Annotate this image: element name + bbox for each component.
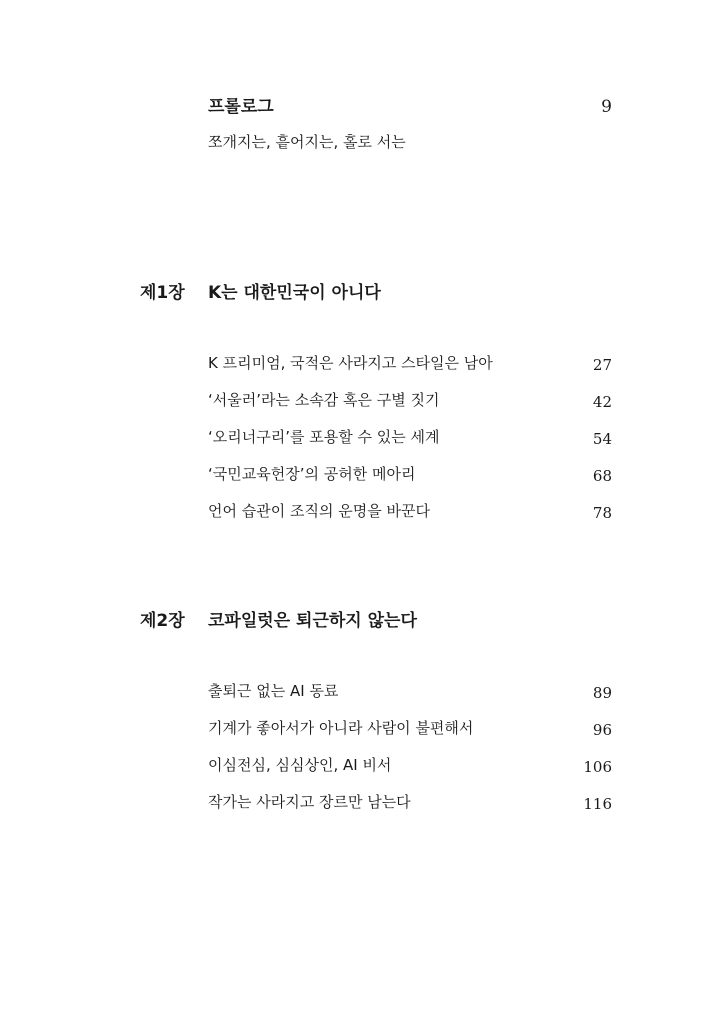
- chapter-2-heading: [0, 606, 716, 636]
- entry-page-number: 27: [592, 356, 612, 374]
- entry-title: ‘오리너구리’를 포용할 수 있는 세계: [208, 428, 440, 446]
- entry-title: 언어 습관이 조직의 운명을 바꾼다: [208, 502, 430, 520]
- chapter-label: 제2장: [140, 611, 185, 631]
- toc-entry: [0, 456, 716, 493]
- entry-page-number: 42: [592, 393, 612, 411]
- entry-title: ‘국민교육헌장’의 공허한 메아리: [208, 465, 416, 483]
- entry-page-number: 78: [592, 504, 612, 522]
- toc-entry: [0, 419, 716, 456]
- entry-title: 이심전심, 심심상인, AI 비서: [208, 756, 392, 774]
- prologue-page-number: 9: [601, 97, 612, 117]
- entry-title: 기계가 좋아서가 아니라 사람이 불편해서: [208, 719, 474, 737]
- toc-entry: [0, 345, 716, 382]
- toc-entry: [0, 747, 716, 784]
- entry-page-number: 116: [583, 795, 612, 813]
- entry-title: 출퇴근 없는 AI 동료: [208, 682, 339, 700]
- entry-title: 작가는 사라지고 장르만 남는다: [208, 793, 411, 811]
- chapter-2-entries: [0, 673, 716, 821]
- toc-entry: [0, 382, 716, 419]
- entry-title: K 프리미엄, 국적은 사라지고 스타일은 남아: [208, 354, 493, 372]
- prologue-title: 프롤로그: [208, 97, 274, 117]
- chapter-title: 코파일럿은 퇴근하지 않는다: [208, 611, 417, 631]
- toc-entry: [0, 784, 716, 821]
- chapter-1-heading: [0, 278, 716, 308]
- entry-page-number: 106: [583, 758, 612, 776]
- chapter-1-entries: [0, 345, 716, 530]
- entry-page-number: 68: [592, 467, 612, 485]
- entry-page-number: 89: [592, 684, 612, 702]
- toc-entry: [0, 710, 716, 747]
- entry-page-number: 54: [592, 430, 612, 448]
- entry-title: ‘서울러’라는 소속감 혹은 구별 짓기: [208, 391, 440, 409]
- entry-page-number: 96: [592, 721, 612, 739]
- toc-entry: [0, 673, 716, 710]
- chapter-label: 제1장: [140, 283, 185, 303]
- chapter-title: K는 대한민국이 아니다: [208, 283, 381, 303]
- prologue-subtitle: 쪼개지는, 흩어지는, 홀로 서는: [208, 133, 406, 151]
- toc-entry: [0, 493, 716, 530]
